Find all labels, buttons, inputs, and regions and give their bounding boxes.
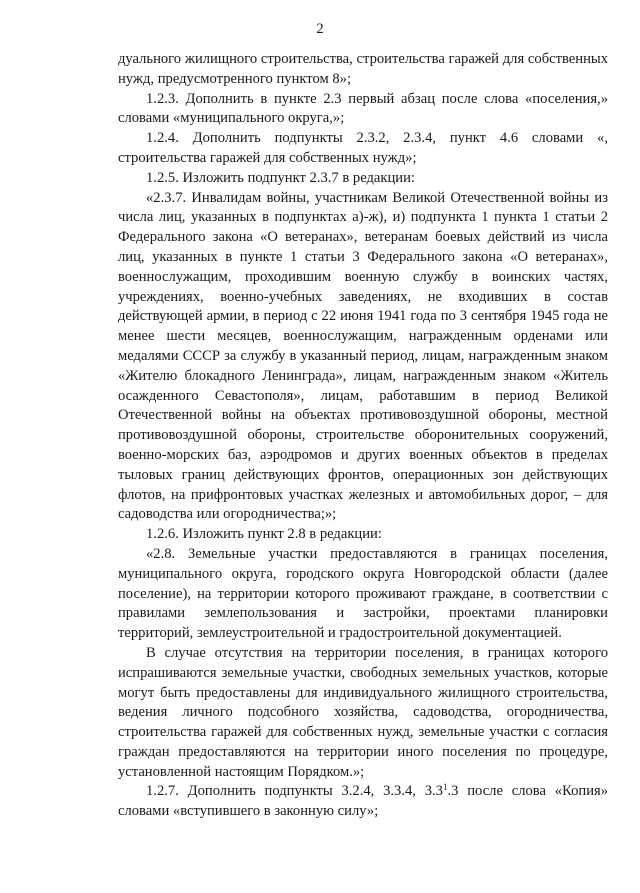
paragraph-continuation: дуального жилищного строительства, строительства гаражей для собственных нужд, предусмотренного пунктом 8»; <box>118 51 608 87</box>
paragraph-item-1-2-7 <box>118 782 608 822</box>
document-body <box>118 50 608 822</box>
paragraph-item-1-2-5: 1.2.5. Изложить подпункт 2.3.7 в редакции: <box>146 169 415 186</box>
paragraph-clause-2-8: «2.8. Земельные участки предоставляются в границах поселения, муниципального округа, городского округа Новгородской области (далее поселение), на территории которого проживают граждане, в соответствии с правилами землепользования и застройки, проектами планировки территорий, землеустроительной и градостроительной документацией. <box>118 545 608 642</box>
item-1-2-7-text-start: 1.2.7. Дополнить подпункты 3.2.4, 3.3.4, 3.3 <box>146 783 443 800</box>
paragraph-clause-2-8-continued: В случае отсутствия на территории поселения, в границах которого испрашиваются земельные участки, свободных земельных участков, которые могут быть предоставлены для индивидуального жилищного строительства, ведения личного подсобного хозяйства, садоводства, огородничества, строительства гаражей для собственных нужд, земельные участки с согласия граждан предоставляются на территории иного поселения по процедуре, установленной настоящим Порядком.»; <box>118 644 608 780</box>
paragraph-item-1-2-4: 1.2.4. Дополнить подпункты 2.3.2, 2.3.4, пункт 4.6 словами «, строительства гаражей для собственных нужд»; <box>118 130 608 166</box>
item-1-2-7-text-end: .3 после слова «Копия» словами «вступившего в законную силу»; <box>118 783 609 820</box>
paragraph-item-1-2-6: 1.2.6. Изложить пункт 2.8 в редакции: <box>146 526 382 543</box>
superscript-index: 1 <box>442 782 448 793</box>
page-number: 2 <box>316 21 324 37</box>
paragraph-item-1-2-3: 1.2.3. Дополнить в пункте 2.3 первый абзац после слова «поселения,» словами «муниципального округа,»; <box>118 90 608 127</box>
paragraph-clause-2-3-7: «2.3.7. Инвалидам войны, участникам Великой Отечественной войны из числа лиц, указанных в подпунктах а)-ж), и) подпункта 1 пункта 1 статьи 2 Федерального закона «О ветеранах», ветеранам боевых действий из числа лиц, указанных в пункте 1 статьи 3 Федерального закона «О ветеранах», военнослужащим, проходившим военную службу в воинских частях, учреждениях, военно-учебных заведениях, не входивших в состав действующей армии, в период с 22 июня 1941 года по 3 сентября 1945 года не менее шести месяцев, военнослужащим, награжденным орденами или медалями СССР за службу в указанный период, лицам, награжденным знаком «Жителю блокадного Ленинграда», лицам, награжденным знаком «Житель осажденного Севастополя», лицам, работавшим в период Великой Отечественной войны на объектах противовоздушной обороны, местной противовоздушной обороны, строительстве оборонительных сооружений, военно-морских баз, аэродромов и других военных объектов в пределах тыловых границ действующих фронтов, операционных зон действующих флотов, на прифронтовых участках железных и автомобильных дорог, – для садоводства или огородничества;»; <box>118 189 608 523</box>
